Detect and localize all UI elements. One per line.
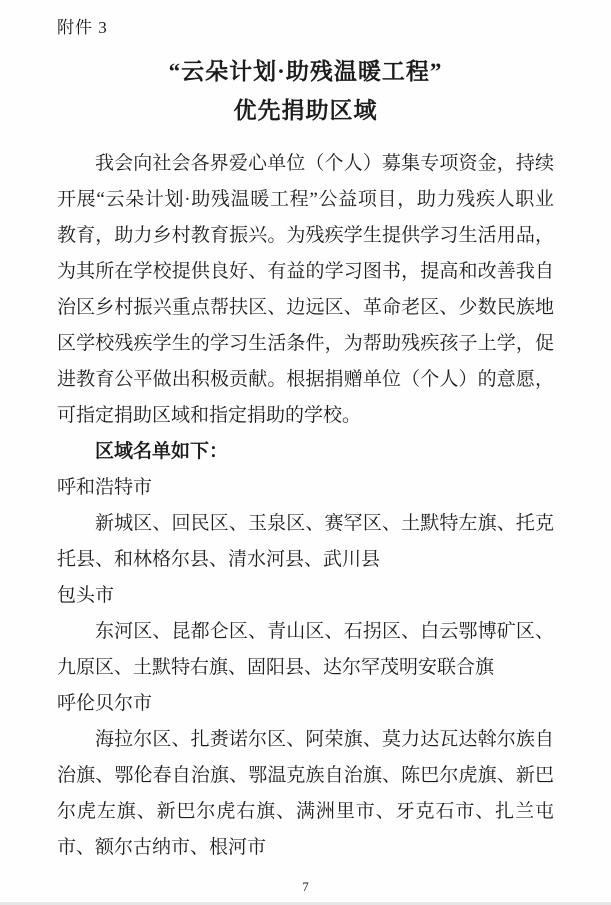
page-number: 7	[302, 879, 309, 894]
document-title	[57, 52, 554, 130]
region-city-name: 呼和浩特市	[57, 477, 153, 498]
region-city-name: 包头市	[57, 585, 115, 606]
region-district-list: 东河区、昆都仑区、青山区、石拐区、白云鄂博矿区、九原区、土默特右旗、固阳县、达尔罕茂明安联合旗	[57, 621, 554, 678]
region-district-list: 新城区、回民区、玉泉区、赛罕区、土默特左旗、托克托县、和林格尔县、清水河县、武川县	[57, 513, 554, 570]
region-city-name: 呼伦贝尔市	[57, 693, 153, 714]
document-title-line1: “云朵计划·助残温暖工程”	[168, 59, 443, 84]
document-title-line2: 优先捐助区域	[233, 98, 378, 123]
attachment-label: 附件 3	[57, 18, 108, 37]
region-section-hulunbuir	[57, 686, 554, 866]
region-section-baotou	[57, 578, 554, 686]
region-section-hohhot	[57, 470, 554, 578]
region-list-heading: 区域名单如下：	[95, 441, 229, 462]
region-district-list: 海拉尔区、扎赉诺尔区、阿荣旗、莫力达瓦达斡尔族自治旗、鄂伦春自治旗、鄂温克族自治旗、陈巴尔虎旗、新巴尔虎左旗、新巴尔虎右旗、满洲里市、牙克石市、扎兰屯市、额尔古纳市、根河市	[57, 729, 554, 858]
intro-paragraph: 我会向社会各界爱心单位（个人）募集专项资金，持续开展“云朵计划·助残温暖工程”公益项目，助力残疾人职业教育，助力乡村教育振兴。为残疾学生提供学习生活用品，为其所在学校提供良好、有益的学习图书，提高和改善我自治区乡村振兴重点帮扶区、边远区、革命老区、少数民族地区学校残疾学生的学习生活条件，为帮助残疾孩子上学，促进教育公平做出积极贡献。根据捐赠单位（个人）的意愿，可指定捐助区域和指定捐助的学校。	[57, 153, 554, 426]
